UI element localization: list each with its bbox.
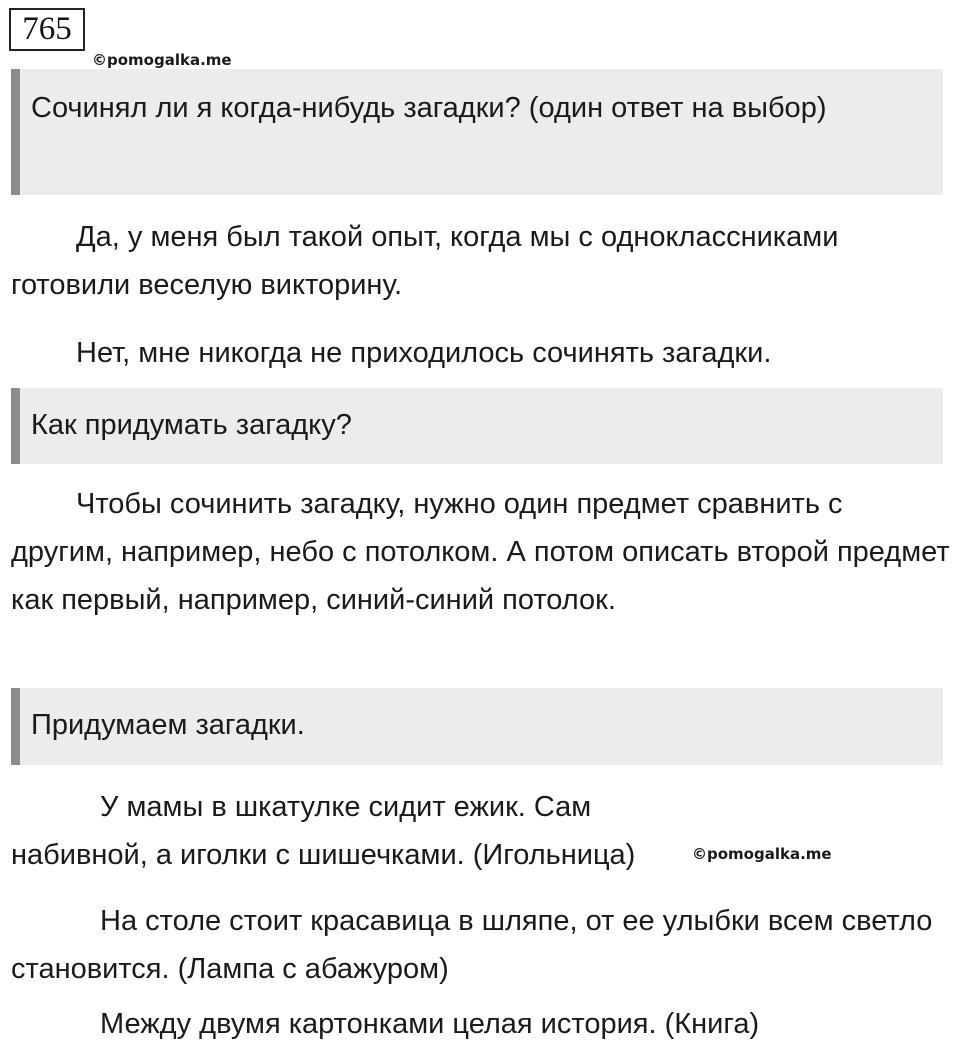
question-box: Как придумать загадку? — [11, 388, 943, 464]
question-box: Сочинял ли я когда-нибудь загадки? (один ответ на выбор) — [11, 69, 943, 195]
riddle-paragraph: Между двумя картонками целая история. (Книга) — [100, 1008, 760, 1040]
watermark: ©pomogalka.me — [92, 51, 232, 69]
answer-paragraph: Чтобы сочинить загадку, нужно один предмет сравнить с другим, например, небо с потолком. А потом описать второй предмет как первый, например, синий-синий потолок. — [11, 488, 950, 616]
riddle-paragraph: У мамы в шкатулке сидит ежик. Сам набивной, а иголки с шишечками. (Игольница) — [11, 791, 636, 871]
watermark: ©pomogalka.me — [692, 845, 832, 863]
question-box: Придумаем загадки. — [11, 688, 943, 765]
page-number: 765 — [9, 8, 85, 51]
riddle-paragraph: На столе стоит красавица в шляпе, от ее улыбки всем светло становится. (Лампа с абажуром) — [11, 905, 933, 985]
answer-paragraph: Нет, мне никогда не приходилось сочинять загадки. — [76, 337, 772, 369]
answer-paragraph: Да, у меня был такой опыт, когда мы с одноклассниками готовили веселую викторину. — [11, 221, 839, 301]
